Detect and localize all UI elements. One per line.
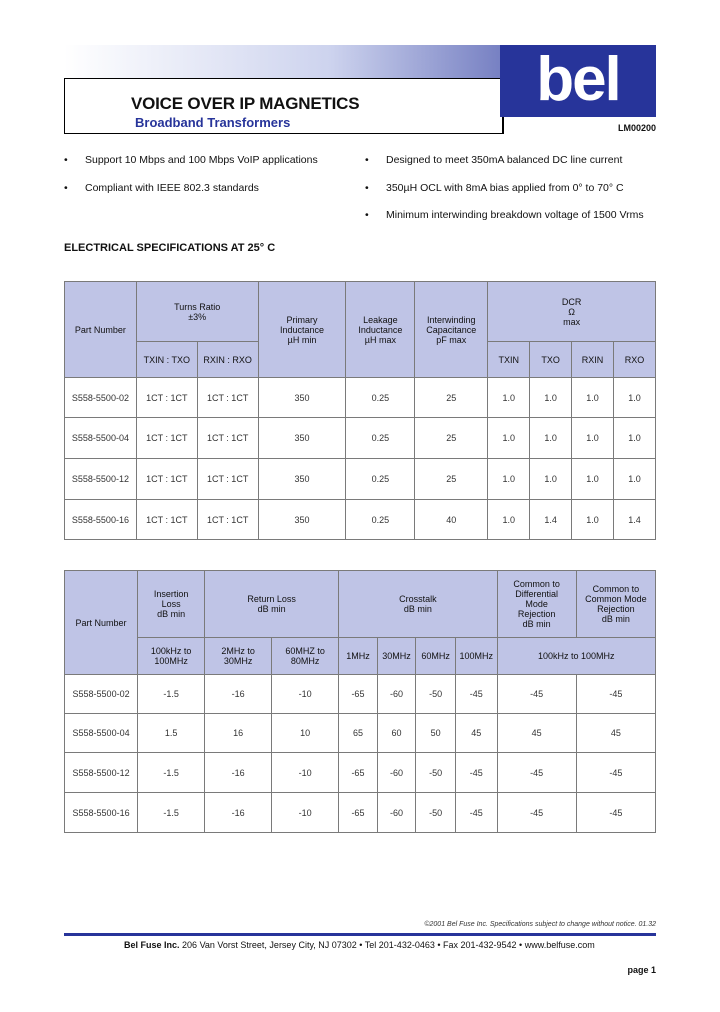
table-cell: 350 <box>258 500 346 540</box>
table-cell: -10 <box>272 753 339 793</box>
table-cell: -60 <box>377 753 416 793</box>
address-text: 206 Van Vorst Street, Jersey City, NJ 07302 • Tel 201-432-0463 • Fax 201-432-9542 • www.belfuse.com <box>182 940 595 950</box>
feature-text: Compliant with IEEE 802.3 standards <box>85 182 259 194</box>
performance-spec-table <box>64 570 656 833</box>
table-cell: -10 <box>272 675 339 714</box>
table-cell: -65 <box>339 675 378 714</box>
header-dcr-txo: TXO <box>530 342 572 378</box>
header-crosstalk: Crosstalk dB min <box>339 571 497 638</box>
table-cell: 45 <box>576 714 655 753</box>
table-cell: 1CT : 1CT <box>136 418 197 459</box>
feature-text: Designed to meet 350mA balanced DC line current <box>386 154 623 166</box>
header-freq-rl-low: 2MHz to 30MHz <box>205 638 272 675</box>
table-cell: 45 <box>455 714 497 753</box>
header-part-number: Part Number <box>65 571 138 675</box>
part-number-cell: S558-5500-04 <box>65 418 137 459</box>
footer-divider <box>64 933 656 936</box>
table-cell: -45 <box>497 793 576 833</box>
table-cell: 1.4 <box>614 500 656 540</box>
header-part-number: Part Number <box>65 282 137 378</box>
table-cell: 1.5 <box>138 714 205 753</box>
table-cell: 1CT : 1CT <box>197 378 258 418</box>
bullet-marker: • <box>64 154 68 166</box>
table-row <box>65 793 656 833</box>
table-cell: -45 <box>576 675 655 714</box>
header-dcr: DCR Ω max <box>488 282 656 342</box>
table-cell: 0.25 <box>346 500 415 540</box>
table-cell: 1CT : 1CT <box>136 459 197 500</box>
header-insertion-loss: Insertion Loss dB min <box>138 571 205 638</box>
table-cell: 1CT : 1CT <box>136 378 197 418</box>
table-cell: -50 <box>416 753 456 793</box>
table-cell: 1.0 <box>530 418 572 459</box>
header-dcr-rxin: RXIN <box>572 342 614 378</box>
table-cell: -65 <box>339 753 378 793</box>
table-cell: -1.5 <box>138 793 205 833</box>
table-cell: 1.0 <box>530 459 572 500</box>
part-number-cell: S558-5500-16 <box>65 793 138 833</box>
header-txin-txo: TXIN : TXO <box>136 342 197 378</box>
table-cell: 1.0 <box>572 418 614 459</box>
feature-text: Minimum interwinding breakdown voltage of 1500 Vrms <box>386 209 644 221</box>
header-turns-ratio: Turns Ratio ±3% <box>136 282 258 342</box>
table-cell: -1.5 <box>138 753 205 793</box>
table-cell: 1CT : 1CT <box>197 418 258 459</box>
table-cell: -60 <box>377 793 416 833</box>
table-cell: 1.0 <box>488 500 530 540</box>
table-cell: 1.4 <box>530 500 572 540</box>
table-cell: 25 <box>415 378 488 418</box>
table-cell: -16 <box>205 793 272 833</box>
table-cell: 0.25 <box>346 459 415 500</box>
table-cell: 1.0 <box>488 378 530 418</box>
header-cm-cm-rejection: Common to Common Mode Rejection dB min <box>576 571 655 638</box>
section-title: ELECTRICAL SPECIFICATIONS AT 25° C <box>64 242 276 254</box>
table-cell: -50 <box>416 675 456 714</box>
document-code: LM00200 <box>617 123 656 133</box>
table-cell: 1.0 <box>614 459 656 500</box>
table-cell: 40 <box>415 500 488 540</box>
table-cell: 1.0 <box>488 418 530 459</box>
header-freq-insertion: 100kHz to 100MHz <box>138 638 205 675</box>
table-cell: 1.0 <box>572 459 614 500</box>
part-number-cell: S558-5500-02 <box>65 675 138 714</box>
table-cell: 0.25 <box>346 378 415 418</box>
title-box <box>64 78 504 134</box>
table-row <box>65 378 656 418</box>
company-name: Bel Fuse Inc. <box>124 940 180 950</box>
table-row <box>65 714 656 753</box>
table-cell: 1.0 <box>572 500 614 540</box>
table-cell: 350 <box>258 418 346 459</box>
table-row <box>65 459 656 500</box>
table-row <box>65 675 656 714</box>
table-cell: 65 <box>339 714 378 753</box>
table-cell: 16 <box>205 714 272 753</box>
part-number-cell: S558-5500-12 <box>65 459 137 500</box>
table-cell: -60 <box>377 675 416 714</box>
table-cell: -1.5 <box>138 675 205 714</box>
header-primary-inductance: Primary Inductance µH min <box>258 282 346 378</box>
header-freq-cm: 100kHz to 100MHz <box>497 638 655 675</box>
table-row <box>65 500 656 540</box>
part-number-cell: S558-5500-04 <box>65 714 138 753</box>
header-dcr-txin: TXIN <box>488 342 530 378</box>
page-subtitle: Broadband Transformers <box>135 115 291 130</box>
table-cell: -45 <box>455 675 497 714</box>
table-cell: 350 <box>258 459 346 500</box>
header-freq-rl-high: 60MHZ to 80MHz <box>272 638 339 675</box>
bullet-marker: • <box>365 209 369 221</box>
table-cell: 50 <box>416 714 456 753</box>
header-xt-60mhz: 60MHz <box>416 638 456 675</box>
table-cell: -45 <box>576 753 655 793</box>
company-address <box>124 940 595 950</box>
page-title: VOICE OVER IP MAGNETICS <box>131 94 360 113</box>
bullet-marker: • <box>365 154 369 166</box>
table-row <box>65 753 656 793</box>
header-rxin-rxo: RXIN : RXO <box>197 342 258 378</box>
bel-logo: bel <box>500 45 656 117</box>
bullet-marker: • <box>365 182 369 194</box>
feature-text: 350µH OCL with 8mA bias applied from 0° to 70° C <box>386 182 624 194</box>
table-cell: -65 <box>339 793 378 833</box>
table-cell: -10 <box>272 793 339 833</box>
header-leakage-inductance: Leakage Inductance µH max <box>346 282 415 378</box>
feature-text: Support 10 Mbps and 100 Mbps VoIP applications <box>85 154 318 166</box>
table-cell: -16 <box>205 675 272 714</box>
header-xt-30mhz: 30MHz <box>377 638 416 675</box>
bullet-marker: • <box>64 182 68 194</box>
table-cell: -50 <box>416 793 456 833</box>
header-xt-1mhz: 1MHz <box>339 638 378 675</box>
table-cell: 1CT : 1CT <box>197 459 258 500</box>
header-cm-dm-rejection: Common to Differential Mode Rejection dB min <box>497 571 576 638</box>
table-cell: -45 <box>497 675 576 714</box>
header-interwinding-capacitance: Interwinding Capacitance pF max <box>415 282 488 378</box>
table-cell: 1.0 <box>572 378 614 418</box>
header-dcr-rxo: RXO <box>614 342 656 378</box>
part-number-cell: S558-5500-02 <box>65 378 137 418</box>
table-cell: 25 <box>415 459 488 500</box>
header-return-loss: Return Loss dB min <box>205 571 339 638</box>
table-cell: 1.0 <box>614 418 656 459</box>
table-cell: 1CT : 1CT <box>136 500 197 540</box>
table-cell: 350 <box>258 378 346 418</box>
part-number-cell: S558-5500-12 <box>65 753 138 793</box>
table-cell: 0.25 <box>346 418 415 459</box>
table-row <box>65 418 656 459</box>
table-cell: -45 <box>576 793 655 833</box>
electrical-spec-table <box>64 281 656 540</box>
table-cell: 10 <box>272 714 339 753</box>
part-number-cell: S558-5500-16 <box>65 500 137 540</box>
table-cell: 25 <box>415 418 488 459</box>
table-cell: 1.0 <box>614 378 656 418</box>
table-cell: 1.0 <box>488 459 530 500</box>
table-cell: -16 <box>205 753 272 793</box>
header-xt-100mhz: 100MHz <box>455 638 497 675</box>
copyright-notice: ©2001 Bel Fuse Inc. Specifications subject to change without notice. 01.32 <box>424 921 656 928</box>
page-number: page 1 <box>627 965 656 975</box>
table-cell: 60 <box>377 714 416 753</box>
table-cell: -45 <box>455 753 497 793</box>
table-cell: -45 <box>497 753 576 793</box>
table-cell: 1.0 <box>530 378 572 418</box>
table-cell: 1CT : 1CT <box>197 500 258 540</box>
table-cell: -45 <box>455 793 497 833</box>
table-cell: 45 <box>497 714 576 753</box>
